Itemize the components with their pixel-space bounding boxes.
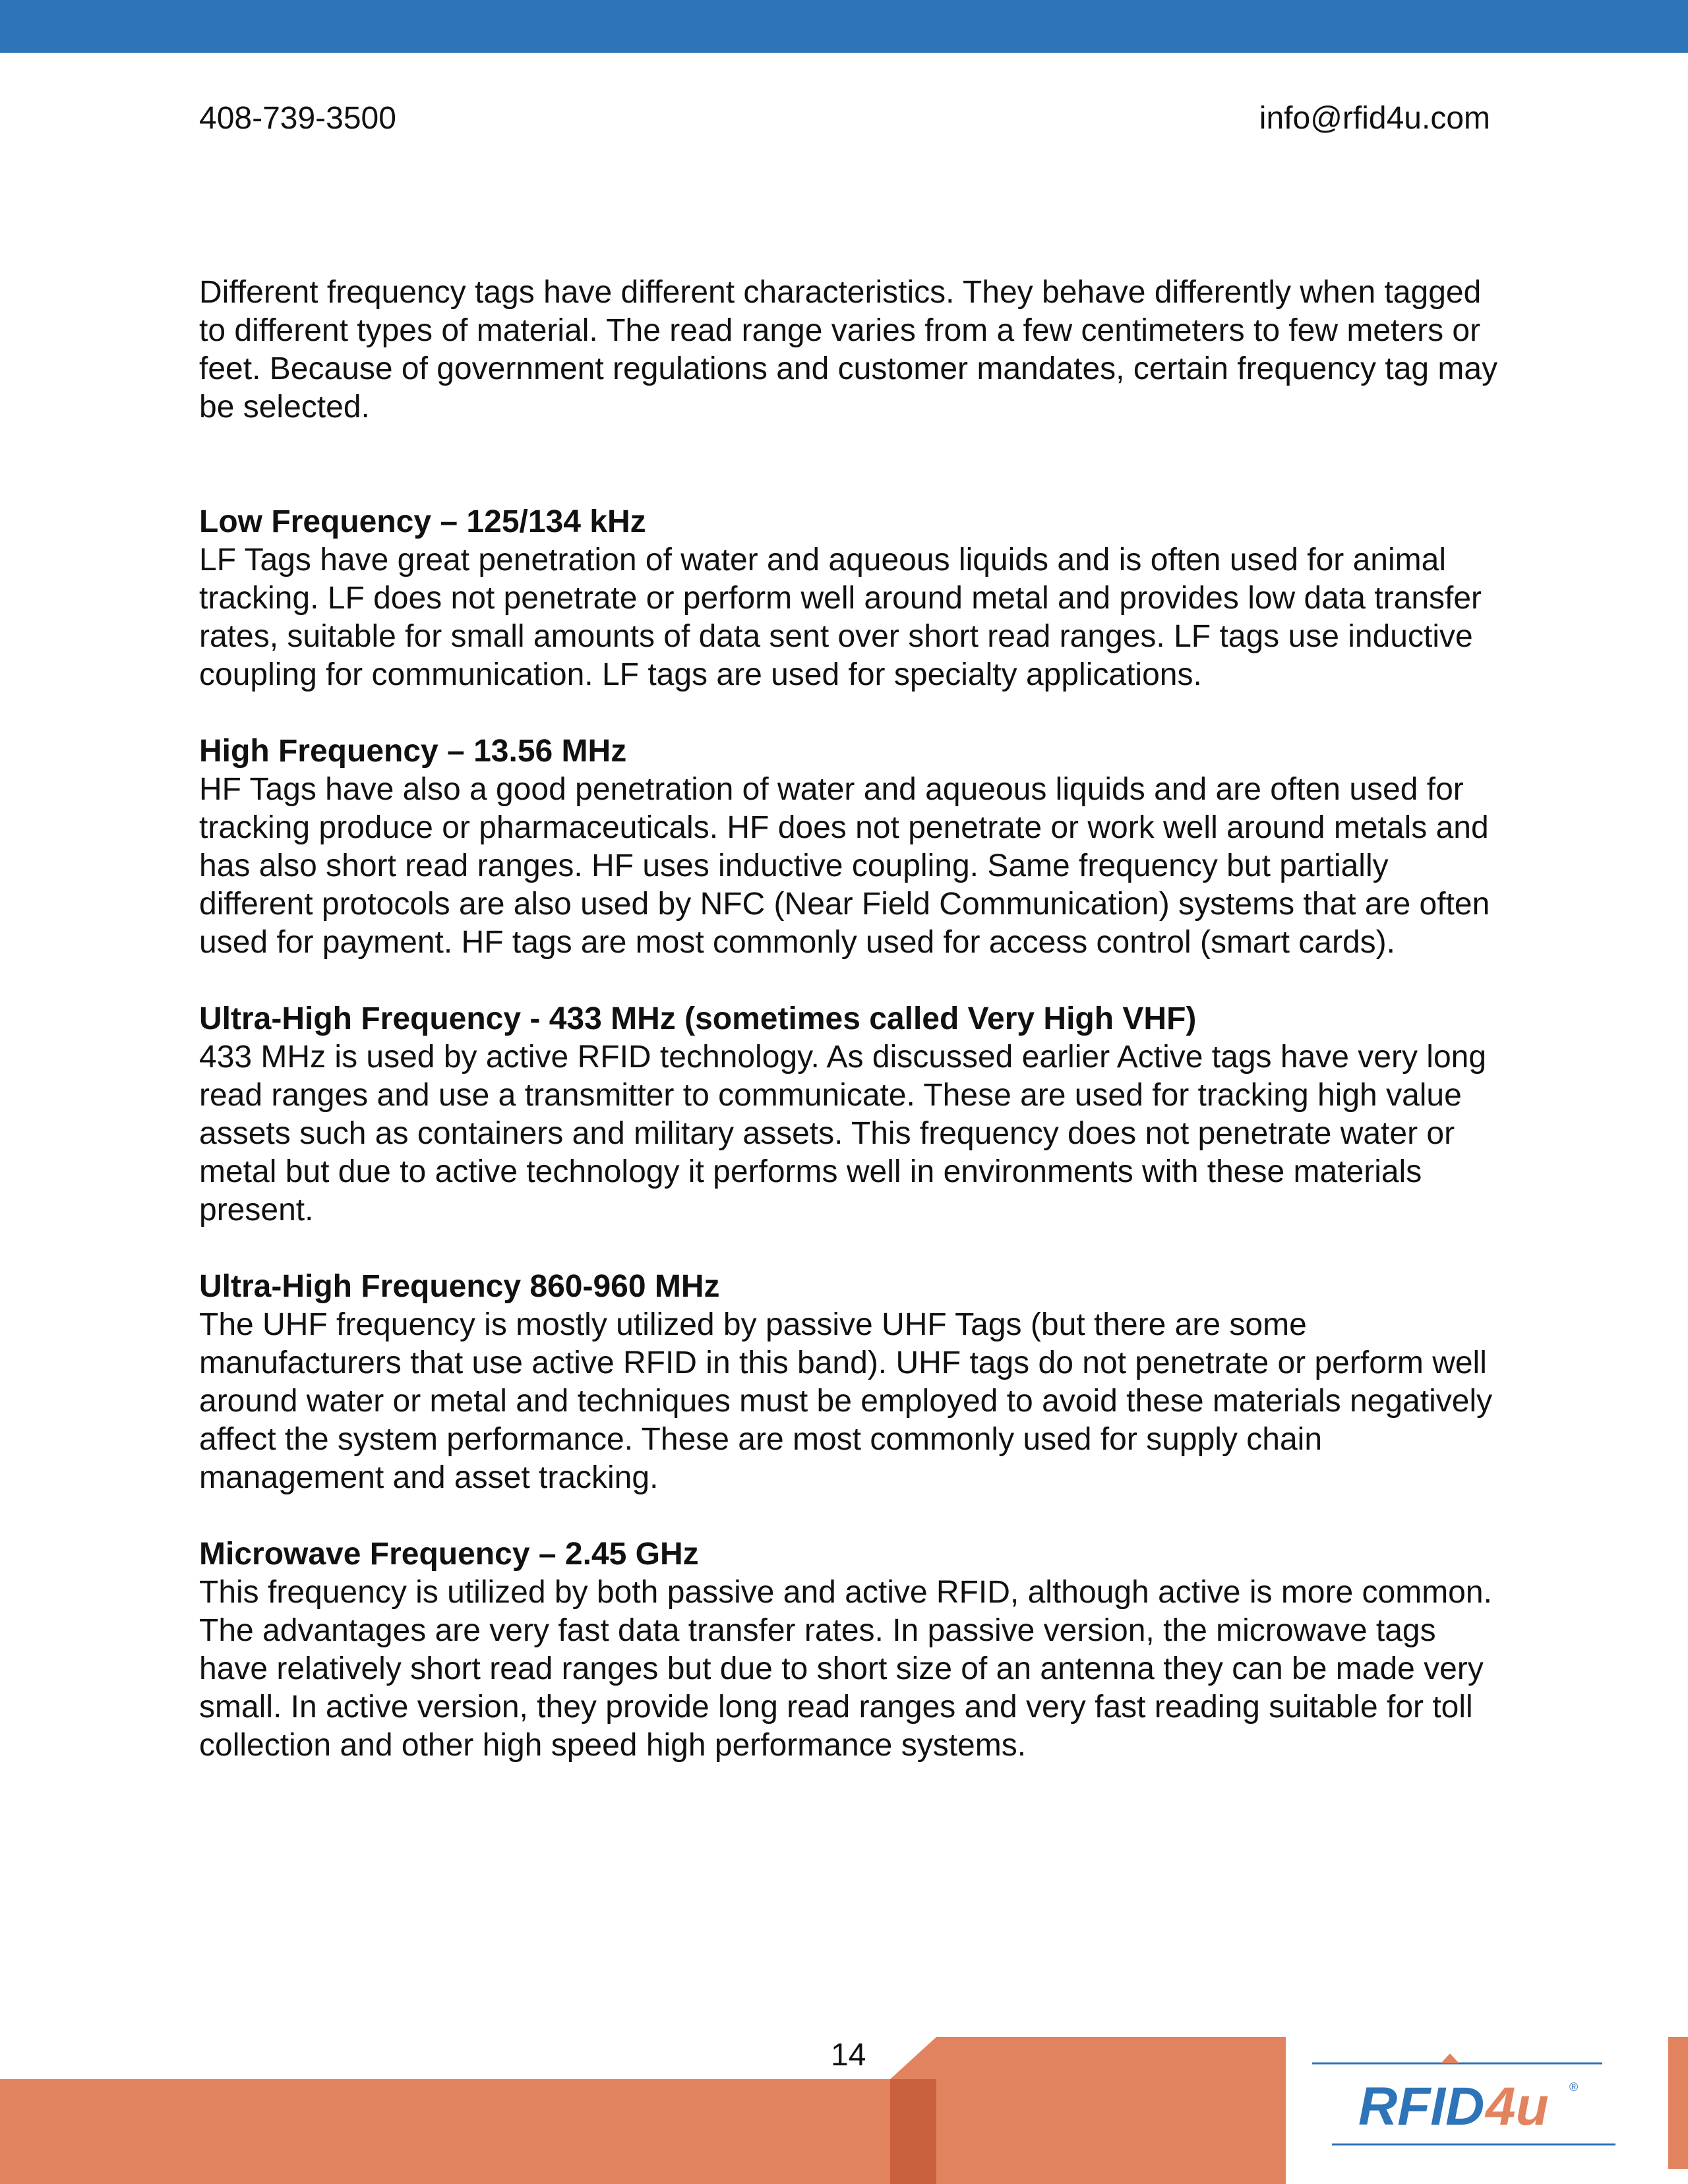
section-body: This frequency is utilized by both passive and active RFID, although active is more common. The advantages are very fast data transfer rates. In passive version, the microwave tags have relatively short read ranges but due to short size of an antenna they can be made very small. In active version, they provide long read ranges and very fast reading suitable for toll collection and other high speed high performance systems.: [199, 1575, 1492, 1763]
section-body: The UHF frequency is mostly utilized by passive UHF Tags (but there are some manufacturers that use active RFID in this band). UHF tags do not penetrate or perform well around water or metal and techniques must be employed to avoid these materials negatively affect the system performance. These are most commonly used for supply chain management and asset tracking.: [199, 1307, 1493, 1495]
footer-edge: [1668, 2037, 1688, 2169]
rfid4u-logo: [1312, 2050, 1615, 2162]
logo-registered-mark: ®: [1569, 2081, 1579, 2094]
section-body: 433 MHz is used by active RFID technology. As discussed earlier Active tags have very long read ranges and use a transmitter to communicate. These are used for tracking high value assets such as containers and military assets. This frequency does not penetrate water or metal but due to active technology it performs well in environments with these materials present.: [199, 1040, 1487, 1227]
logo-rfid-text: RFID: [1358, 2077, 1485, 2137]
logo-triangle-icon: [1441, 2053, 1459, 2063]
footer-band: [0, 2079, 897, 2184]
intro-paragraph: Different frequency tags have different characteristics. They behave differently when tagged to different types of material. The read range varies from a few centimeters to few meters or feet. Because of government regulations and customer mandates, certain frequency tag may be selected.: [199, 275, 1498, 425]
footer-block: [890, 2037, 1286, 2184]
footer-notch: [890, 2037, 936, 2079]
page-content: [199, 274, 1505, 1803]
section-heading: Low Frequency – 125/134 kHz: [199, 504, 646, 539]
section-uhf-860-960: [199, 1268, 1505, 1497]
section-microwave: [199, 1535, 1505, 1765]
top-bar: [0, 0, 1688, 53]
logo-4u-text: 4u: [1486, 2077, 1549, 2137]
section-body: HF Tags have also a good penetration of water and aqueous liquids and are often used for tracking produce or pharmaceuticals. HF does not penetrate or work well around metals and has also short read ranges. HF uses inductive coupling. Same frequency but partially different protocols are also used by NFC (Near Field Communication) systems that are often used for payment. HF tags are most commonly used for access control (smart cards).: [199, 772, 1490, 960]
section-body: LF Tags have great penetration of water and aqueous liquids and is often used for animal tracking. LF does not penetrate or perform well around metal and provides low data transfer rates, suitable for small amounts of data sent over short read ranges. LF tags use inductive coupling for communication. LF tags are used for specialty applications.: [199, 543, 1482, 692]
section-heading: Ultra-High Frequency - 433 MHz (sometimes called Very High VHF): [199, 1001, 1197, 1036]
section-heading: Ultra-High Frequency 860-960 MHz: [199, 1269, 720, 1304]
section-heading: High Frequency – 13.56 MHz: [199, 734, 627, 769]
footer-fold: [890, 2079, 936, 2184]
section-high-frequency: [199, 732, 1505, 962]
header-phone: 408-739-3500: [199, 101, 396, 136]
page-number: 14: [831, 2038, 866, 2073]
section-heading: Microwave Frequency – 2.45 GHz: [199, 1537, 699, 1572]
section-uhf-433: [199, 1000, 1505, 1229]
section-low-frequency: [199, 503, 1505, 694]
header-email: info@rfid4u.com: [1259, 101, 1490, 136]
